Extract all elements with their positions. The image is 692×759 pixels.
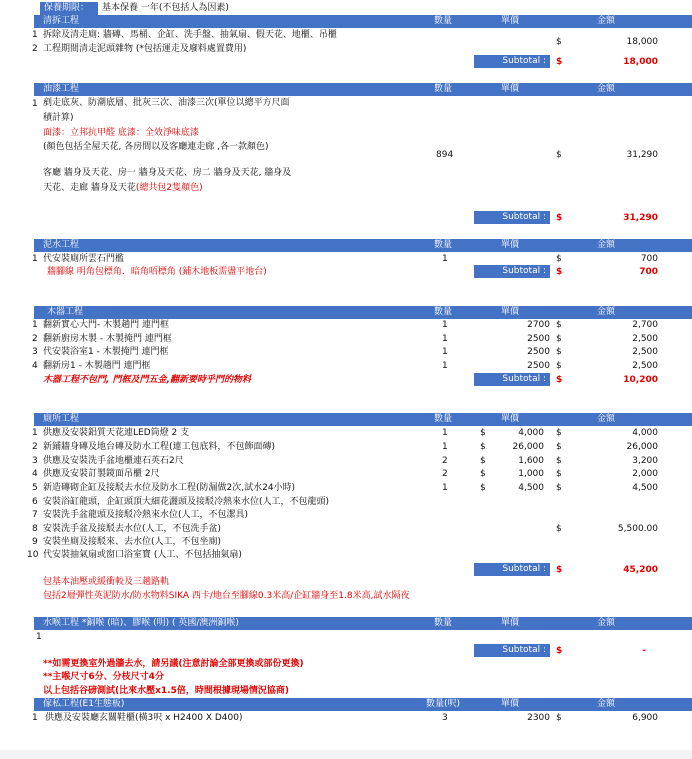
subtotal-currency: $	[556, 565, 563, 575]
row-no: 8	[32, 524, 38, 534]
row-desc: 拆除及清走廁: 牆磚、馬桶、企缸、洗手盤、抽氣扇、假天花、地櫃、吊櫃	[43, 30, 337, 40]
row-qty: 2	[442, 469, 448, 479]
row-amount: 4,500	[632, 483, 658, 493]
currency-sign: $	[556, 361, 562, 371]
paint-color-note: (顏色包括全屋天花, 各房間以及客廳連走廊 ,各一款顏色)	[43, 142, 269, 152]
row-qty: 1	[442, 442, 448, 452]
row-no: 1	[32, 713, 38, 723]
section-title: 木器工程	[47, 307, 84, 317]
row-no: 5	[32, 483, 38, 493]
col-qty-header: 數量	[434, 414, 453, 424]
section-title: 傢私工程(E1生態板)	[43, 699, 125, 709]
page-bottom-edge	[0, 750, 692, 759]
row-amount: 5,500.00	[617, 524, 658, 534]
carpentry-note: 木器工程不包門, 門框及門五金,翻新要時乎門的物料	[43, 375, 251, 385]
subtotal-currency: $	[556, 375, 563, 385]
plumbing-note-pipe-size: **主喉尺寸6分、分枝尺寸4分	[43, 672, 164, 682]
col-price-header: 單價	[501, 618, 520, 628]
currency-sign: $	[556, 150, 562, 160]
row-amount: 18,000	[626, 37, 658, 47]
col-qty-header: 數量	[434, 240, 453, 250]
row-price: 2700	[527, 320, 550, 330]
row-qty: 1	[442, 334, 448, 344]
row-desc: 安裝浴缸龍頭，企缸頭頂大細花灑頭及接駁冷熱來水位(人工，不包龍頭)	[43, 497, 330, 507]
row-no: 2	[32, 44, 38, 54]
row-no: 1	[32, 30, 38, 40]
row-price: 2500	[527, 361, 550, 371]
row-price: 2500	[527, 347, 550, 357]
subtotal-value: 18,000	[623, 57, 658, 67]
row-qty: 1	[442, 361, 448, 371]
row-no: 3	[32, 347, 38, 357]
row-qty: 894	[436, 150, 454, 160]
row-price: 2300	[527, 713, 550, 723]
row-price: 26,000	[512, 442, 544, 452]
row-amount: 2,000	[632, 469, 658, 479]
row-desc: 剷走底灰、防潮底層、批灰三次、油漆三次(單位以總平方尺面積計算)	[43, 98, 290, 123]
price-currency: $	[480, 456, 486, 466]
section-header-bar	[34, 239, 692, 252]
currency-sign: $	[556, 483, 562, 493]
row-amount: 3,200	[632, 456, 658, 466]
row-qty: 2	[442, 456, 448, 466]
row-amount: 700	[640, 254, 658, 264]
section-title: 清拆工程	[43, 16, 80, 26]
row-price: 1,600	[518, 456, 544, 466]
row-no: 4	[32, 361, 38, 371]
row-desc: 翻新房1 - 木製趟門 連門框	[43, 361, 151, 371]
bathroom-note-hinges: 包基本油壓或緩衝較及三趟路軌	[43, 577, 170, 587]
col-price-header: 單價	[501, 16, 520, 26]
row-desc: 新造磚砌企缸及接駁去水位及防水工程(防漏做2次,試水24小時)	[43, 483, 296, 493]
warranty-label: 保養期限：	[44, 3, 90, 13]
row-qty: 1	[442, 254, 448, 264]
subtotal-label: Subtotal :	[502, 374, 546, 384]
subtotal-label: Subtotal :	[502, 564, 546, 574]
row-no: 3	[32, 456, 38, 466]
col-qty-header: 數量	[434, 307, 453, 317]
currency-sign: $	[556, 524, 562, 534]
section-header-bar	[34, 413, 692, 426]
section-header-bar	[34, 15, 692, 28]
row-desc: 工程期間清走泥頭雜物 (*包括運走及廢料處置費用)	[43, 44, 247, 54]
price-currency: $	[480, 442, 486, 452]
paint-brand-note: 面漆：立邦抗甲醛 底漆：全效淨味底漆	[43, 128, 199, 138]
subtotal-currency: $	[556, 267, 563, 277]
row-no: 7	[32, 510, 38, 520]
row-amount: 2,500	[632, 334, 658, 344]
row-no: 1	[32, 99, 38, 109]
warranty-value: 基本保養 一年(不包括人為因素)	[102, 3, 229, 13]
row-desc: 代安裝廁所雲石門檻	[43, 254, 125, 264]
col-qty-header: 數量	[434, 618, 453, 628]
paint-rooms	[43, 166, 293, 196]
row-no: 2	[32, 442, 38, 452]
row-qty: 1	[442, 347, 448, 357]
row-desc: 安裝洗手盆龍頭及接駁冷熱來水位(人工，不包潔具)	[43, 510, 249, 520]
currency-sign: $	[556, 469, 562, 479]
currency-sign: $	[556, 320, 562, 330]
currency-sign: $	[556, 713, 562, 723]
row-amount: 6,900	[632, 713, 658, 723]
row-desc: 供應及安裝洗手盆地櫃連石英石2尺	[43, 456, 184, 466]
plumbing-note-outdoor: **如需更換室外過牆去水，請另議(注意討論全部更換或部份更換)	[43, 659, 304, 669]
col-price-header: 單價	[501, 414, 520, 424]
row-no: 10	[27, 550, 39, 560]
currency-sign: $	[556, 428, 562, 438]
col-price-header: 單價	[501, 699, 520, 709]
row-desc: 安裝洗手盆及接駁去水位(人工，不包洗手盆)	[43, 524, 222, 534]
row-no: 2	[32, 334, 38, 344]
subtotal-currency: $	[556, 213, 563, 223]
row-no: 4	[32, 469, 38, 479]
row-price: 4,500	[518, 483, 544, 493]
price-currency: $	[480, 469, 486, 479]
price-currency: $	[480, 483, 486, 493]
col-amount-header: 金額	[597, 618, 616, 628]
row-desc: 供應及安裝鋁質天花連LED筒燈 2 支	[43, 428, 190, 438]
section-title: 廁所工程	[43, 414, 80, 424]
col-amount-header: 金額	[597, 414, 616, 424]
subtotal-label: Subtotal :	[502, 266, 546, 276]
bathroom-note-waterproof: 包括2層彈性英泥防水/防水物料SIKA 西卡/地台至腳線0.3米高/企缸牆身至1.8米高,試水隔夜	[43, 591, 410, 601]
subtotal-currency: $	[556, 57, 563, 67]
row-no: 1	[32, 254, 38, 264]
currency-sign: $	[556, 442, 562, 452]
subtotal-value: 45,200	[623, 565, 658, 575]
row-amount: 31,290	[626, 150, 658, 160]
section-header-bar	[34, 698, 692, 711]
subtotal-currency: $	[556, 646, 563, 656]
col-amount-header: 金額	[597, 307, 616, 317]
row-desc: 代安裝浴室1 - 木製掩門 連門框	[43, 347, 169, 357]
subtotal-value: 10,200	[623, 375, 658, 385]
currency-sign: $	[556, 37, 562, 47]
row-desc: 翻新廚房木製 - 木製掩門 連門框	[43, 334, 172, 344]
currency-sign: $	[556, 254, 562, 264]
row-qty: 3	[442, 713, 448, 723]
col-qty-header: 數量	[434, 84, 453, 94]
row-desc: 翻新實心大門- 木製趟門 連門框	[43, 320, 169, 330]
row-no: 6	[32, 497, 38, 507]
section-title: 油漆工程	[43, 84, 80, 94]
col-qty-header: 數量(呎)	[426, 699, 461, 709]
subtotal-label: Subtotal :	[502, 645, 546, 655]
paint-colors-count: (總共包2隻顏色)	[135, 183, 203, 193]
subtotal-value: -	[642, 646, 646, 656]
subtotal-label: Subtotal :	[502, 56, 546, 66]
row-qty: 1	[442, 428, 448, 438]
section-header-bar	[34, 306, 692, 319]
section-title: 水喉工程 *銅喉 (暗)、膠喉 (明) ( 英國/澳洲銅喉)	[43, 618, 239, 628]
row-qty: 1	[442, 483, 448, 493]
currency-sign: $	[556, 347, 562, 357]
plumbing-note-pressure-test: 以上包括谷磅測試(比來水壓x1.5倍，時間根據現場情況協商)	[43, 686, 289, 696]
masonry-note: 牆腳線 明角包標角．暗角唔標角 (鋪木地板需盪平地台)	[47, 267, 267, 277]
row-no: 1	[36, 632, 42, 642]
col-price-header: 單價	[501, 84, 520, 94]
col-qty-header: 數量	[434, 16, 453, 26]
row-no: 1	[32, 320, 38, 330]
col-amount-header: 金額	[597, 16, 616, 26]
currency-sign: $	[556, 334, 562, 344]
row-price: 2500	[527, 334, 550, 344]
row-no: 9	[32, 537, 38, 547]
row-price: 1,000	[518, 469, 544, 479]
row-desc: 安裝坐廁及接駁來、去水位(人工，不包坐廁)	[43, 537, 222, 547]
row-price: 4,000	[518, 428, 544, 438]
section-title: 泥水工程	[43, 240, 80, 250]
row-qty: 1	[442, 320, 448, 330]
col-price-header: 單價	[501, 307, 520, 317]
row-desc: 代安裝抽氣扇或窗口浴室寶 (人工、不包括抽氣扇)	[43, 550, 242, 560]
currency-sign: $	[556, 456, 562, 466]
row-amount: 2,700	[632, 320, 658, 330]
price-currency: $	[480, 428, 486, 438]
row-no: 1	[32, 428, 38, 438]
paint-rooms-text: 客廳 牆身及天花、房一 牆身及天花、房二 牆身及天花, 牆身及天花、走廊 牆身及天花	[43, 168, 292, 193]
col-price-header: 單價	[501, 240, 520, 250]
col-amount-header: 金額	[597, 240, 616, 250]
row-desc: 供應及安裝訂製鏡面吊櫃 2尺	[43, 469, 160, 479]
row-desc: 供應及安裝廳玄關鞋櫃(橫3呎 x H2400 X D400)	[45, 713, 243, 723]
row-amount: 2,500	[632, 361, 658, 371]
row-desc: 新鋪牆身磚及地台磚及防水工程(連工包底料，不包飾面磚)	[43, 442, 276, 452]
subtotal-value: 700	[639, 267, 658, 277]
col-amount-header: 金額	[597, 84, 616, 94]
col-amount-header: 金額	[597, 699, 616, 709]
subtotal-label: Subtotal :	[502, 212, 546, 222]
section-header-bar	[34, 83, 692, 96]
subtotal-value: 31,290	[623, 213, 658, 223]
row-amount: 2,500	[632, 347, 658, 357]
row-amount: 4,000	[632, 428, 658, 438]
row-amount: 26,000	[626, 442, 658, 452]
